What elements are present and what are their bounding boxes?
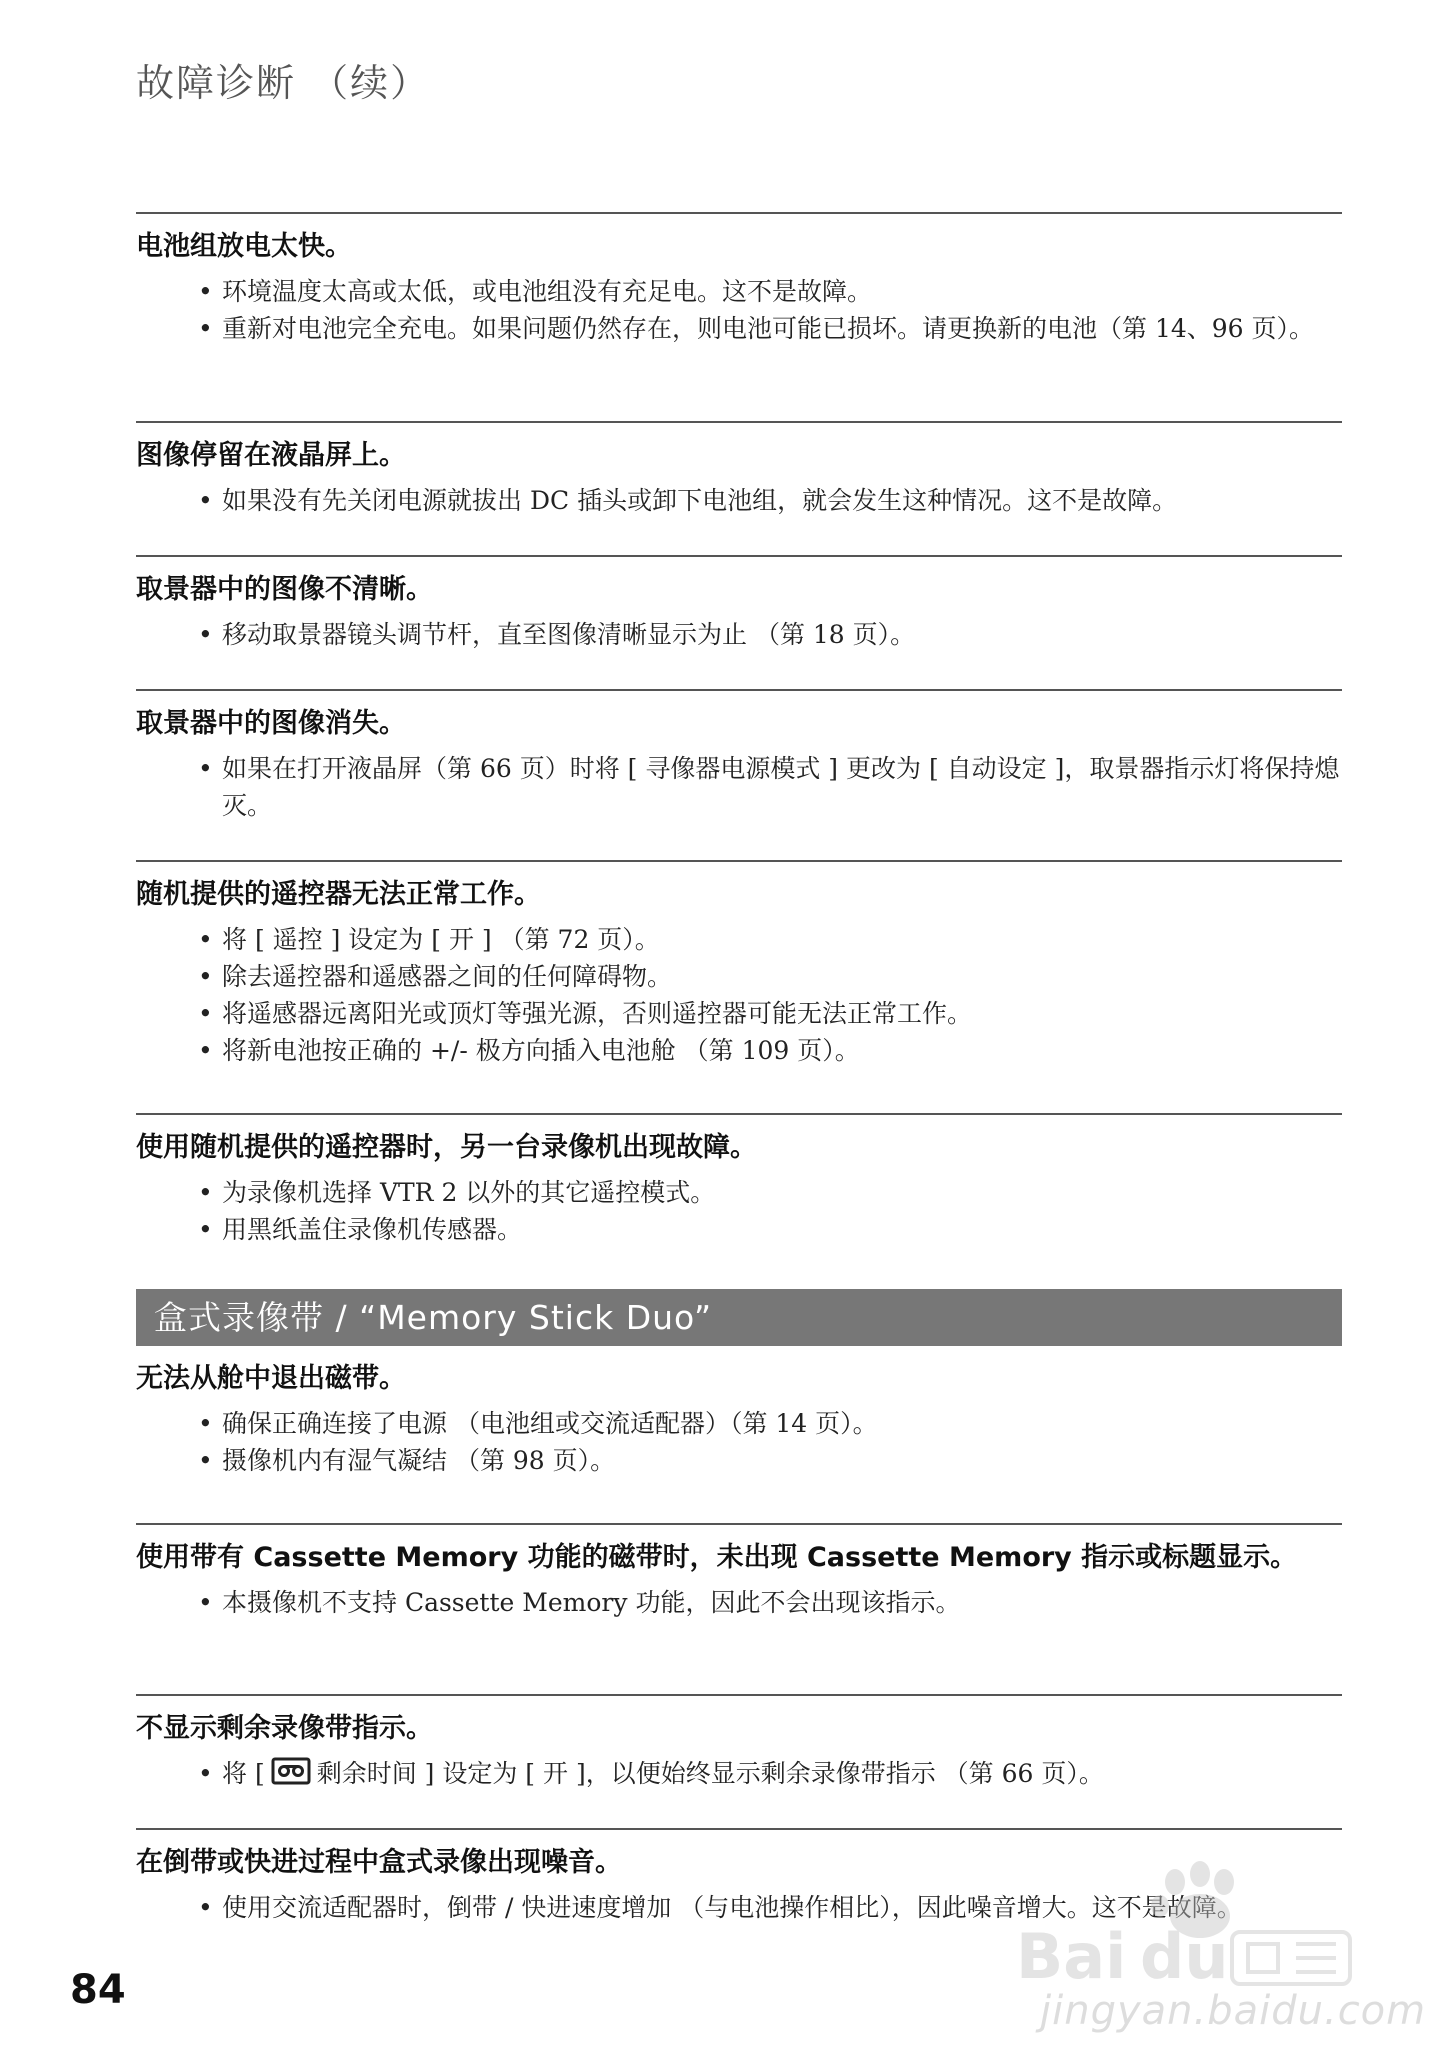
page-number: 84 <box>70 1967 126 2013</box>
list-item-text: 如果没有先关闭电源就拔出 DC 插头或卸下电池组，就会发生这种情况。这不是故障。 <box>222 486 1178 515</box>
section-title: 随机提供的遥控器无法正常工作。 <box>136 879 541 910</box>
list-item-text: 确保正确连接了电源 （电池组或交流适配器）（第 14 页）。 <box>222 1409 878 1438</box>
list-item <box>136 750 1342 824</box>
list-item <box>136 273 1342 310</box>
list-item <box>136 995 1342 1032</box>
list-item <box>136 1174 1342 1211</box>
list-item-text: 本摄像机不支持 Cassette Memory 功能，因此不会出现该指示。 <box>222 1588 961 1617</box>
bullet-dot: • <box>198 754 213 783</box>
list-item-text: 移动取景器镜头调节杆，直至图像清晰显示为止 （第 18 页）。 <box>222 620 916 649</box>
bullet-dot: • <box>198 999 213 1028</box>
list-item-text: 将 [ 遥控 ] 设定为 [ 开 ] （第 72 页）。 <box>222 925 660 954</box>
category-band-heading: 盒式录像带 / “Memory Stick Duo” <box>136 1289 1342 1346</box>
section-title: 无法从舱中退出磁带。 <box>136 1363 406 1394</box>
bullet-dot: • <box>198 962 213 991</box>
bullet-list <box>136 1584 1342 1621</box>
trouble-section-lcd <box>136 421 1342 519</box>
section-title: 使用随机提供的遥控器时，另一台录像机出现故障。 <box>136 1132 757 1163</box>
watermark-url: jingyan.baidu.com <box>1040 1988 1427 2034</box>
bullet-dot: • <box>198 1893 213 1922</box>
bullet-dot: • <box>198 925 213 954</box>
list-item-text-suffix: 剩余时间 ] 设定为 [ 开 ]，以便始终显示剩余录像带指示 （第 66 页）。 <box>316 1759 1104 1788</box>
list-item <box>136 616 1342 653</box>
section-title: 电池组放电太快。 <box>136 231 352 262</box>
list-item <box>136 921 1342 958</box>
bullet-dot: • <box>198 1178 213 1207</box>
trouble-section-viewfinder-blur <box>136 555 1342 653</box>
list-item-text: 除去遥控器和遥感器之间的任何障碍物。 <box>222 962 673 991</box>
list-item-text: 重新对电池完全充电。如果问题仍然存在，则电池可能已损坏。请更换新的电池（第 14、96 页）。 <box>222 314 1315 343</box>
trouble-section-viewfinder-off <box>136 689 1342 824</box>
bullet-dot: • <box>198 277 213 306</box>
list-item <box>136 1442 1342 1479</box>
bullet-dot: • <box>198 314 213 343</box>
section-title: 图像停留在液晶屏上。 <box>136 440 406 471</box>
bullet-dot: • <box>198 620 213 649</box>
section-title: 取景器中的图像消失。 <box>136 708 406 739</box>
list-item-text: 用黑纸盖住录像机传感器。 <box>222 1215 523 1244</box>
bullet-list <box>136 1174 1342 1248</box>
list-item <box>136 1755 1342 1795</box>
trouble-section-eject <box>136 1350 1342 1479</box>
trouble-section-remote <box>136 860 1342 1069</box>
list-item-text: 将新电池按正确的 +/- 极方向插入电池舱 （第 109 页）。 <box>222 1036 860 1065</box>
section-title: 使用带有 Cassette Memory 功能的磁带时，未出现 Cassette Memory 指示或标题显示。 <box>136 1542 1298 1573</box>
baidu-paw-logo-icon <box>1010 1860 1370 1990</box>
bullet-dot: • <box>198 1215 213 1244</box>
bullet-dot: • <box>198 1409 213 1438</box>
page-header-title: 故障诊断 （续） <box>136 61 431 105</box>
bullet-list <box>136 273 1342 347</box>
bullet-list <box>136 1755 1342 1795</box>
list-item <box>136 1405 1342 1442</box>
trouble-section-battery <box>136 212 1342 347</box>
section-title: 不显示剩余录像带指示。 <box>136 1713 433 1744</box>
bullet-dot: • <box>198 1588 213 1617</box>
bullet-list <box>136 1405 1342 1479</box>
list-item-text: 如果在打开液晶屏（第 66 页）时将 [ 寻像器电源模式 ] 更改为 [ 自动设定 ]，取景器指示灯将保持熄灭。 <box>222 754 1340 820</box>
trouble-section-cassette-memory <box>136 1523 1342 1621</box>
bullet-dot: • <box>198 1759 213 1788</box>
cassette-tape-icon <box>271 1757 311 1795</box>
list-item <box>136 1211 1342 1248</box>
bullet-list <box>136 750 1342 824</box>
svg-text:Bai: Bai <box>1016 1920 1127 1990</box>
list-item-text: 将遥感器远离阳光或顶灯等强光源，否则遥控器可能无法正常工作。 <box>222 999 973 1028</box>
svg-text:du: du <box>1140 1920 1229 1990</box>
trouble-section-other-vcr <box>136 1113 1342 1248</box>
list-item-text: 环境温度太高或太低，或电池组没有充足电。这不是故障。 <box>222 277 873 306</box>
section-title: 取景器中的图像不清晰。 <box>136 574 433 605</box>
list-item-text: 使用交流适配器时，倒带 / 快进速度增加 （与电池操作相比），因此噪音增大。这不是故障。 <box>222 1893 1242 1922</box>
trouble-section-remaining-tape <box>136 1694 1342 1795</box>
bullet-list <box>136 482 1342 519</box>
list-item-text: 为录像机选择 VTR 2 以外的其它遥控模式。 <box>222 1178 716 1207</box>
list-item <box>136 1584 1342 1621</box>
list-item <box>136 958 1342 995</box>
bullet-dot: • <box>198 1446 213 1475</box>
bullet-dot: • <box>198 486 213 515</box>
list-item-text: 摄像机内有湿气凝结 （第 98 页）。 <box>222 1446 616 1475</box>
list-item <box>136 310 1342 347</box>
section-title: 在倒带或快进过程中盒式录像出现噪音。 <box>136 1847 622 1878</box>
baidu-watermark <box>1010 1860 1427 2050</box>
bullet-list <box>136 616 1342 653</box>
bullet-dot: • <box>198 1036 213 1065</box>
list-item <box>136 482 1342 519</box>
list-item <box>136 1032 1342 1069</box>
bullet-list <box>136 921 1342 1069</box>
list-item-text-prefix: 将 [ <box>222 1759 265 1788</box>
